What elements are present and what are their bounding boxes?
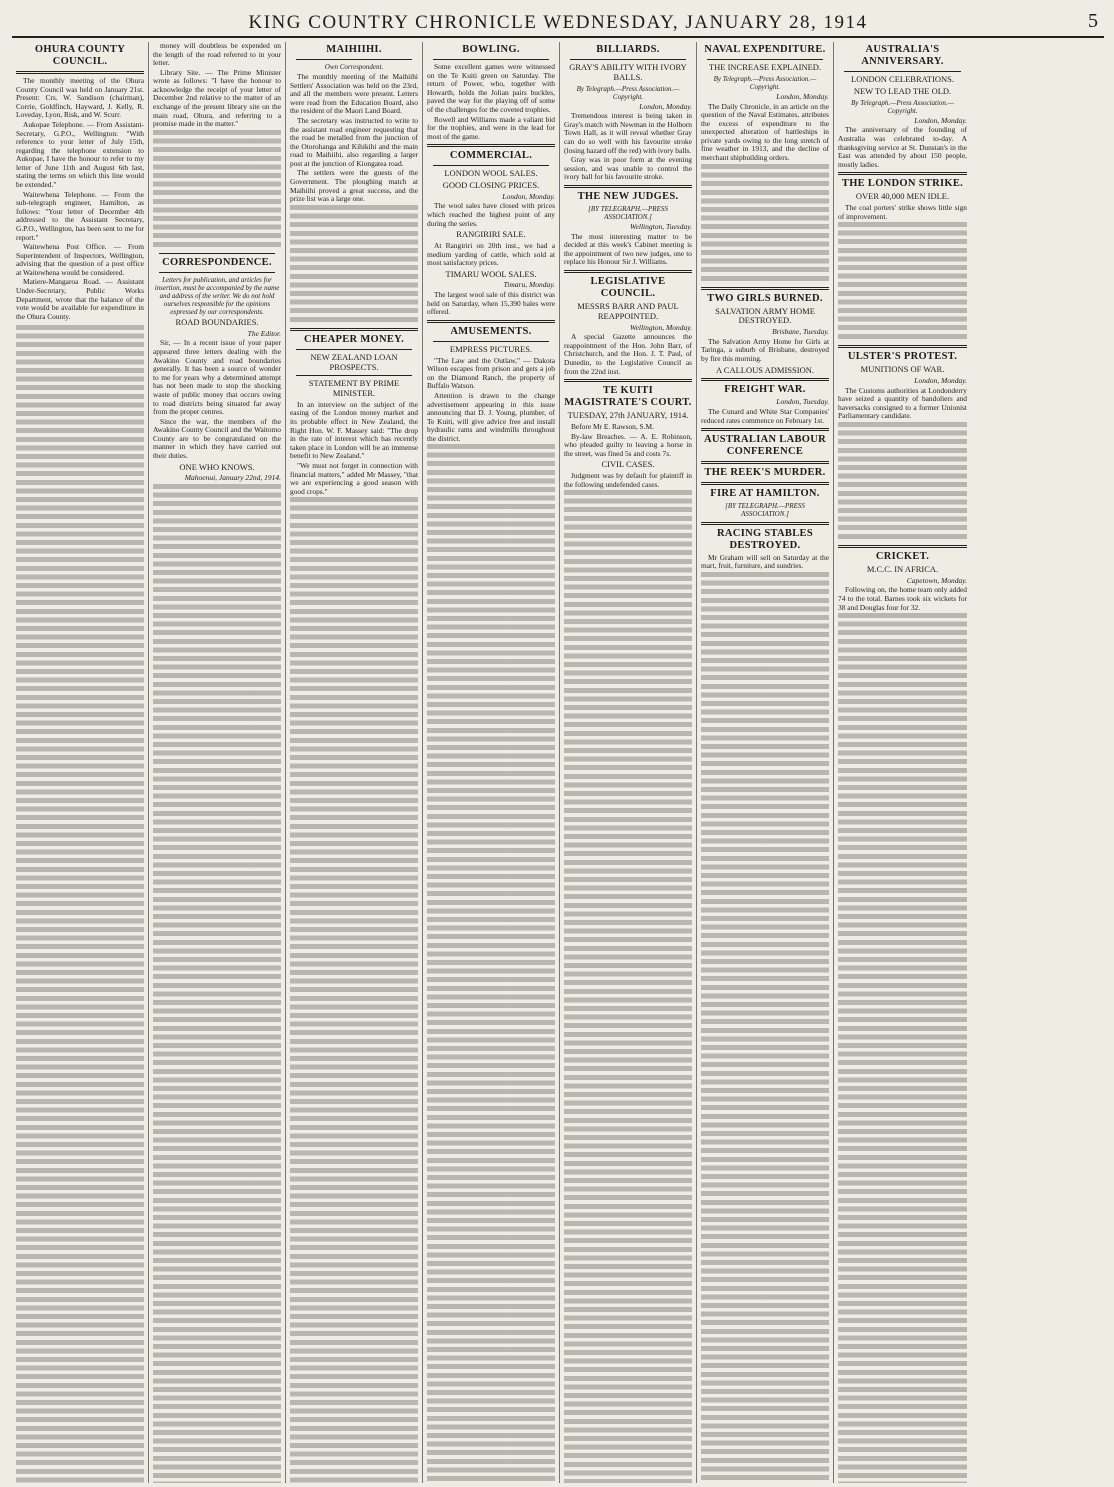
- headline: FREIGHT WAR.: [724, 384, 806, 396]
- subheading: M.C.C. IN AFRICA.: [866, 564, 939, 575]
- subheading: MUNITIONS OF WAR.: [860, 364, 945, 375]
- subheading: STATEMENT BY PRIME MINISTER.: [308, 378, 400, 399]
- divider: [701, 522, 829, 525]
- column-4: [423, 42, 560, 1483]
- dateline: London, Monday.: [776, 91, 829, 101]
- divider: [427, 320, 555, 323]
- dateline: Capetown, Monday.: [906, 575, 967, 585]
- divider: [564, 185, 692, 188]
- divider: [433, 341, 549, 342]
- divider: [290, 328, 418, 331]
- column-text: [16, 325, 144, 1483]
- paragraph: The Customs authorities at Londonderry have seized a quantity of bandoliers and haversacks consigned to a former Unionist Parliamentary candidate.: [838, 385, 967, 421]
- salutation: The Editor.: [247, 328, 281, 338]
- editorial-disclaimer: Letters for publication, and articles for insertion, must be accompanied by the name and address of the writer. We do not hold ourselves responsible for the opinions expressed by our correspondents.: [154, 275, 280, 317]
- column-5: [560, 42, 697, 1483]
- headline: RACING STABLES DESTROYED.: [717, 527, 813, 551]
- column-text: [838, 222, 967, 342]
- subheading: A CALLOUS ADMISSION.: [716, 364, 814, 375]
- paragraph: Library Site. — The Prime Minister wrote as follows: "I have the honour to acknowledge the receipt of your letter of December 2nd relative to the matter of an exchange of the present library site on the main road, Ohura, and referring to a promise made in the matter.": [153, 67, 281, 129]
- subheading: GRAY'S ABILITY WITH IVORY BALLS.: [569, 62, 687, 82]
- paragraph: The settlers were the guests of the Government. The ploughing match at Maihiihi proved a great success, and the prize list was a large one.: [290, 168, 418, 204]
- divider: [564, 270, 692, 273]
- columns: [12, 42, 1104, 1483]
- paragraph: By-law Breaches. — A. E. Robinson, who pleaded guilty to leaving a horse in the street, was fined 5s and costs 7s.: [564, 431, 692, 458]
- subheading: THE INCREASE EXPLAINED.: [708, 62, 822, 73]
- column-text: [290, 205, 418, 325]
- subheading: LONDON WOOL SALES.: [444, 168, 538, 179]
- paragraph: Following on, the home team only added 74 to the total. Barnes took six wickets for 38 and Douglas four for 32.: [838, 585, 967, 612]
- dateline: London, Monday.: [914, 115, 967, 125]
- dateline: Wellington, Monday.: [629, 322, 692, 332]
- column-text: [838, 422, 967, 542]
- paragraph: The monthly meeting of the Maihiihi Settlers' Association was held on the 23rd, and all the members were present. Letters were read from the Education Board, also the resident of the Maori Land Board.: [290, 72, 418, 116]
- divider: [296, 349, 412, 350]
- headline: TWO GIRLS BURNED.: [707, 292, 823, 304]
- dateline: Timaru, Monday.: [503, 280, 555, 290]
- column-text: [290, 497, 418, 1483]
- dateline: Wellington, Tuesday.: [629, 222, 692, 232]
- divider: [701, 378, 829, 381]
- paragraph: The wool sales have closed with prices which reached the highest point of any during the series.: [427, 201, 555, 228]
- paragraph: money will doubtless be expended on the length of the road referred to in your letter.: [153, 42, 281, 68]
- divider: [433, 165, 549, 166]
- dateline: London, Monday.: [502, 191, 555, 201]
- letter-title: ROAD BOUNDARIES.: [175, 317, 259, 328]
- paragraph: At Rangiriri on 20th inst., we had a medium yarding of cattle, which sold at most satisfactory prices.: [427, 240, 555, 268]
- paragraph: Before Mr E. Rawson, S.M.: [571, 422, 654, 432]
- headline: NAVAL EXPENDITURE.: [704, 44, 826, 55]
- headline: CHEAPER MONEY.: [303, 333, 405, 345]
- divider: [159, 253, 275, 254]
- column-7: [834, 42, 971, 1483]
- signoff-date: Mahoenui, January 22nd, 1914.: [184, 473, 281, 483]
- divider: [838, 345, 967, 348]
- divider: [701, 461, 829, 464]
- subheading: SALVATION ARMY HOME DESTROYED.: [715, 305, 815, 326]
- dateline: London, Monday.: [639, 101, 692, 111]
- divider: [159, 272, 275, 273]
- paragraph: In an interview on the subject of the easing of the London money market and its probable effect in New Zealand, the Right Hon. W. F. Massey said: "The drop in the rate of interest which has recently taken place in London will be an immense benefit to New Zealand.": [290, 399, 418, 461]
- paragraph: Aukopae Telephone. — From Assistant-Secretary, G.P.O., Wellington: "With reference to your letter of July 15th, regarding the telephone extension to Aukopae, I have the honour to refer to my letter of June 11th and August 6th last, stating the terms on which this line would be extended.": [16, 120, 144, 190]
- paragraph: The Cunard and White Star Companies' reduced rates commence on February 1st.: [701, 407, 829, 425]
- column-text: [153, 484, 281, 1483]
- column-1: [12, 42, 149, 1483]
- subheading: OVER 40,000 MEN IDLE.: [855, 191, 950, 202]
- page-number: 5: [1088, 10, 1098, 32]
- headline: AUSTRALIAN LABOUR CONFERENCE: [703, 434, 827, 458]
- newspaper-title: KING COUNTRY CHRONICLE WEDNESDAY, JANUARY 28, 1914: [248, 12, 868, 33]
- paragraph: Judgment was by default for plaintiff in the following undefended cases.: [564, 471, 692, 489]
- signoff: ONE WHO KNOWS.: [179, 461, 255, 472]
- paragraph: The Daily Chronicle, in an article on the question of the Naval Estimates, attributes the excess of expenditure to the unexpected alteration of battleships in private yards owing to the long stretch of fine weather in 1913, and the decline of merchant shipbuilding orders.: [701, 101, 829, 163]
- paragraph: Attention is drawn to the change advertisement appearing in this issue announcing that D. J. Young, plumber, of Te Kuiti, will give advice free and install hydraulic rams and windmills throughout the district.: [427, 390, 555, 443]
- subheading: CIVIL CASES.: [601, 459, 655, 470]
- paragraph: Tremendous interest is being taken in Gray's match with Newman in the Holborn Town Hall, as it will reveal whether Gray can do so well with his favourite stroke (losing hazard off the red) with ivory balls.: [564, 111, 692, 155]
- subheading: GOOD CLOSING PRICES.: [442, 180, 540, 191]
- masthead: [12, 6, 1104, 38]
- paragraph: Mr Graham will sell on Saturday at the mart, fruit, furniture, and sundries.: [701, 552, 829, 571]
- paragraph: Gray was in poor form at the evening session, and was unable to control the ivory ball for his favourite stroke.: [564, 155, 692, 182]
- subheading: MESSRS BARR AND PAUL REAPPOINTED.: [577, 301, 679, 321]
- headline: OHURA COUNTY COUNCIL.: [34, 44, 126, 68]
- headline: BILLIARDS.: [596, 44, 660, 55]
- subheading: LONDON CELEBRATIONS.: [851, 74, 954, 85]
- wire-credit: By Telegraph.—Press Association.—Copyright.: [851, 98, 954, 115]
- paragraph: The monthly meeting of the Ohura County Council was held on January 21st. Present: Crs. W. Sandison (chairman), Corrie, Goldfinch, Hayward, J. Kelly, R. Loveday, Lyon, Risk, and W. Scurr.: [16, 76, 144, 120]
- divider: [701, 428, 829, 431]
- subheading: TUESDAY, 27th JANUARY, 1914.: [567, 410, 689, 421]
- column-6: [697, 42, 834, 1483]
- headline: THE REEK'S MURDER.: [704, 467, 826, 479]
- headline: TE KUITI MAGISTRATE'S COURT.: [564, 385, 692, 409]
- headline: LEGISLATIVE COUNCIL.: [590, 276, 666, 300]
- column-text: [564, 490, 692, 1483]
- divider: [296, 375, 412, 376]
- divider: [838, 172, 967, 175]
- paragraph: The most interesting matter to be decided at this week's Cabinet meeting is the appointment of two new judges, one to replace his Honour Sir J. Williams.: [564, 231, 692, 267]
- dateline: London, Monday.: [914, 376, 967, 386]
- wire-credit: By Telegraph.—Press Association.—Copyright.: [713, 74, 817, 91]
- divider: [433, 59, 549, 60]
- column-text: [427, 444, 555, 1483]
- headline: AUSTRALIA'S ANNIVERSARY.: [861, 44, 944, 68]
- article-ohura-county-council: [16, 44, 144, 321]
- paragraph: A special Gazette announces the reappointment of the Hon. John Barr, of Christchurch, and the Hon. J. T. Paul, of Dunedin, to the Legislative Council as from the 22nd inst.: [564, 332, 692, 376]
- wire-credit: [BY TELEGRAPH.—PRESS ASSOCIATION.]: [588, 205, 668, 222]
- subheading: EMPRESS PICTURES.: [449, 343, 533, 354]
- paragraph: "We must not forget in connection with financial matters," added Mr Massey, "that we are experiencing a good season with good crops.": [290, 460, 418, 496]
- divider: [570, 59, 686, 60]
- paragraph: Matiere-Mangaroa Road. — Assistant Under-Secretary, Public Works Department, wrote that the balance of the vote would be available for expenditure in the Ohura County.: [16, 277, 144, 321]
- divider: [564, 379, 692, 382]
- paragraph: Waitewhena Telephone. — From the sub-telegraph engineer, Hamilton, as follows: "Your letter of December 4th addressed to the Assistant Secretary, G.P.O., Wellington, has been sent to me for report.": [16, 189, 144, 242]
- headline: CRICKET.: [875, 551, 930, 563]
- wire-credit: [BY TELEGRAPH.—PRESS ASSOCIATION.]: [725, 502, 805, 519]
- divider: [838, 545, 967, 548]
- wire-credit: By Telegraph.—Press Association.—Copyright.: [576, 84, 680, 101]
- subheading: NEW TO LEAD THE OLD.: [853, 85, 952, 96]
- column-text: [701, 164, 829, 284]
- divider: [701, 482, 829, 485]
- paragraph: Since the war, the members of the Awakino County Council and the Waitomo County are to be congratulated on the manner in which they have carried out their duties.: [153, 416, 281, 460]
- column-2: [149, 42, 286, 1483]
- headline: FIRE AT HAMILTON.: [710, 488, 820, 500]
- subheading: TIMARU WOOL SALES.: [445, 268, 537, 279]
- byline: Own Correspondent.: [324, 63, 384, 72]
- headline: THE LONDON STRIKE.: [841, 178, 964, 190]
- paragraph: Some excellent games were witnessed on the Te Kuiti green on Saturday. The return of Power, who, together with Howarth, holds the Jolian pairs buckles, paved the way for the playing off of some of the challenges for the coveted trophies.: [427, 62, 555, 114]
- headline: COMMERCIAL.: [449, 150, 533, 162]
- paragraph: The coal porters' strike shows little sign of improvement.: [838, 203, 967, 221]
- headline: THE NEW JUDGES.: [577, 190, 679, 202]
- column-text: [838, 613, 967, 1483]
- headline: BOWLING.: [462, 44, 520, 55]
- divider: [844, 71, 961, 72]
- divider: [707, 59, 823, 60]
- divider: [701, 287, 829, 290]
- column-text: [701, 572, 829, 1483]
- headline: CORRESPONDENCE.: [162, 256, 272, 268]
- divider: [427, 144, 555, 147]
- divider: [296, 59, 412, 60]
- dateline: London, Tuesday.: [776, 397, 829, 407]
- paragraph: Sir, — In a recent issue of your paper appeared three letters dealing with the Awakino County and road boundaries generally. It has been a source of wonder to me for years why a determined attempt has not been made to stop the shocking waste of public money that occurs owing to road districts being situated far away from the proper centres.: [153, 338, 281, 417]
- paragraph: The secretary was instructed to write to the assistant road engineer requesting that the road be metalled from the junction of the Otorohanga and Kihikihi and the main road to Maihiihi, also regarding a larger post at the junction of Kiongatea road.: [290, 116, 418, 168]
- subheading: RANGIRIRI SALE.: [456, 229, 526, 240]
- headline: AMUSEMENTS.: [450, 325, 532, 337]
- subheading: NEW ZEALAND LOAN PROSPECTS.: [310, 351, 398, 372]
- paragraph: Waitewhena Post Office. — From Superintendent of Inspectors, Wellington, advising that the question of a post office at Waitewhena would be considered.: [16, 242, 144, 277]
- divider: [16, 71, 144, 74]
- paragraph: The anniversary of the founding of Australia was celebrated to-day. A thanksgiving service at St. Dunstan's in the East was attended by about 150 people, mostly ladies.: [838, 125, 967, 169]
- column-text: [153, 130, 281, 250]
- headline: ULSTER'S PROTEST.: [847, 351, 958, 363]
- paragraph: Rowell and Williams made a valiant bid for the trophies, and were in the lead for most of the game.: [427, 114, 555, 141]
- paragraph: The largest wool sale of this district was held on Saturday, when 15,390 bales were offered.: [427, 290, 555, 317]
- dateline: Brisbane, Tuesday.: [772, 327, 829, 337]
- paragraph: The Salvation Army Home for Girls at Taringa, a suburb of Brisbane, destroyed by fire this morning.: [701, 336, 829, 363]
- column-3: [286, 42, 423, 1483]
- paragraph: "The Law and the Outlaw," — Dakota Wilson escapes from prison and gets a job on the Diamond Ranch, the property of Buffalo Watson.: [427, 355, 555, 391]
- headline: MAIHIIHI.: [326, 44, 382, 55]
